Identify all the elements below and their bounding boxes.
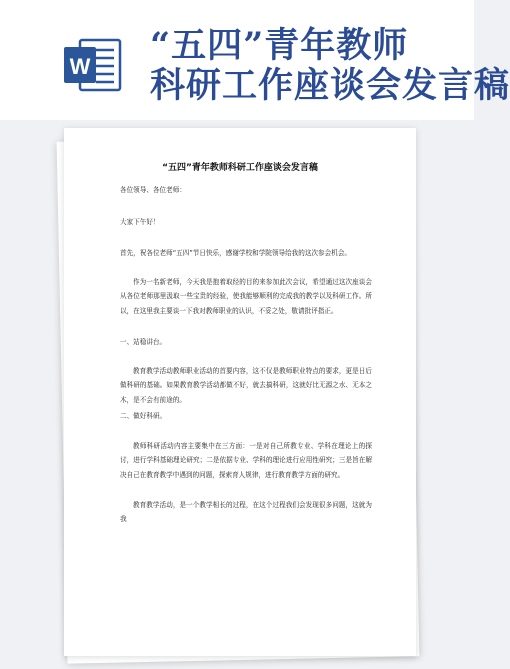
banner-title-line-1: “五四”青年教师 — [150, 25, 409, 66]
paragraph-intro: 首先，祝各位老师“五四”节日快乐，感谢学校和学院领导给我的这次参会机会。 — [120, 249, 352, 257]
document-title: “五四”青年教师科研工作座谈会发言稿 — [162, 163, 318, 173]
title-banner — [0, 0, 510, 120]
paragraph-teaching-process: 教育教学活动，是一个教学相长的过程，在这个过程我们会发现很多问题，这就为我 — [120, 501, 372, 524]
paragraph-greeting: 各位领导、各位老师： — [120, 186, 186, 194]
banner-title-line-2: 科研工作座谈会发言稿 — [150, 65, 510, 106]
paragraph-new-teacher: 作为一名新老师，今天我是抱着取经的目的来参加此次会议，希望通过这次座谈会从各位老师那里汲取一些宝贵的经验，使我能够顺利的完成我的教学以及科研工作。所以，在这里我主要谈一下我对教师职业的认识，不妥之处，敬请批评指正。 — [120, 278, 372, 315]
section-heading-2: 二、做好科研。 — [120, 412, 167, 420]
paragraph-teaching: 教育教学活动教师职业活动的首要内容，这不仅是教师职业特点的要求，更是日后做科研的基础。如果教育教学活动都做不好，就去搞科研，这就好比无源之水、无本之木，是不会有前途的。 — [120, 367, 372, 404]
document-page — [64, 128, 416, 656]
word-icon-letter: W — [69, 54, 91, 79]
section-heading-1: 一、站稳讲台。 — [120, 338, 167, 346]
paragraph-good-afternoon: 大家下午好！ — [120, 218, 160, 226]
word-document-icon — [62, 36, 124, 94]
paragraph-research: 教师科研活动内容主要集中在三方面：一是对自己所教专业、学科在理论上的探讨，进行学科基础理论研究；二是依据专业、学科的理论进行应用性研究；三是旨在解决自己在教育教学中遇到的问题，探索育人规律，进行教育教学方面的研究。 — [120, 442, 372, 479]
